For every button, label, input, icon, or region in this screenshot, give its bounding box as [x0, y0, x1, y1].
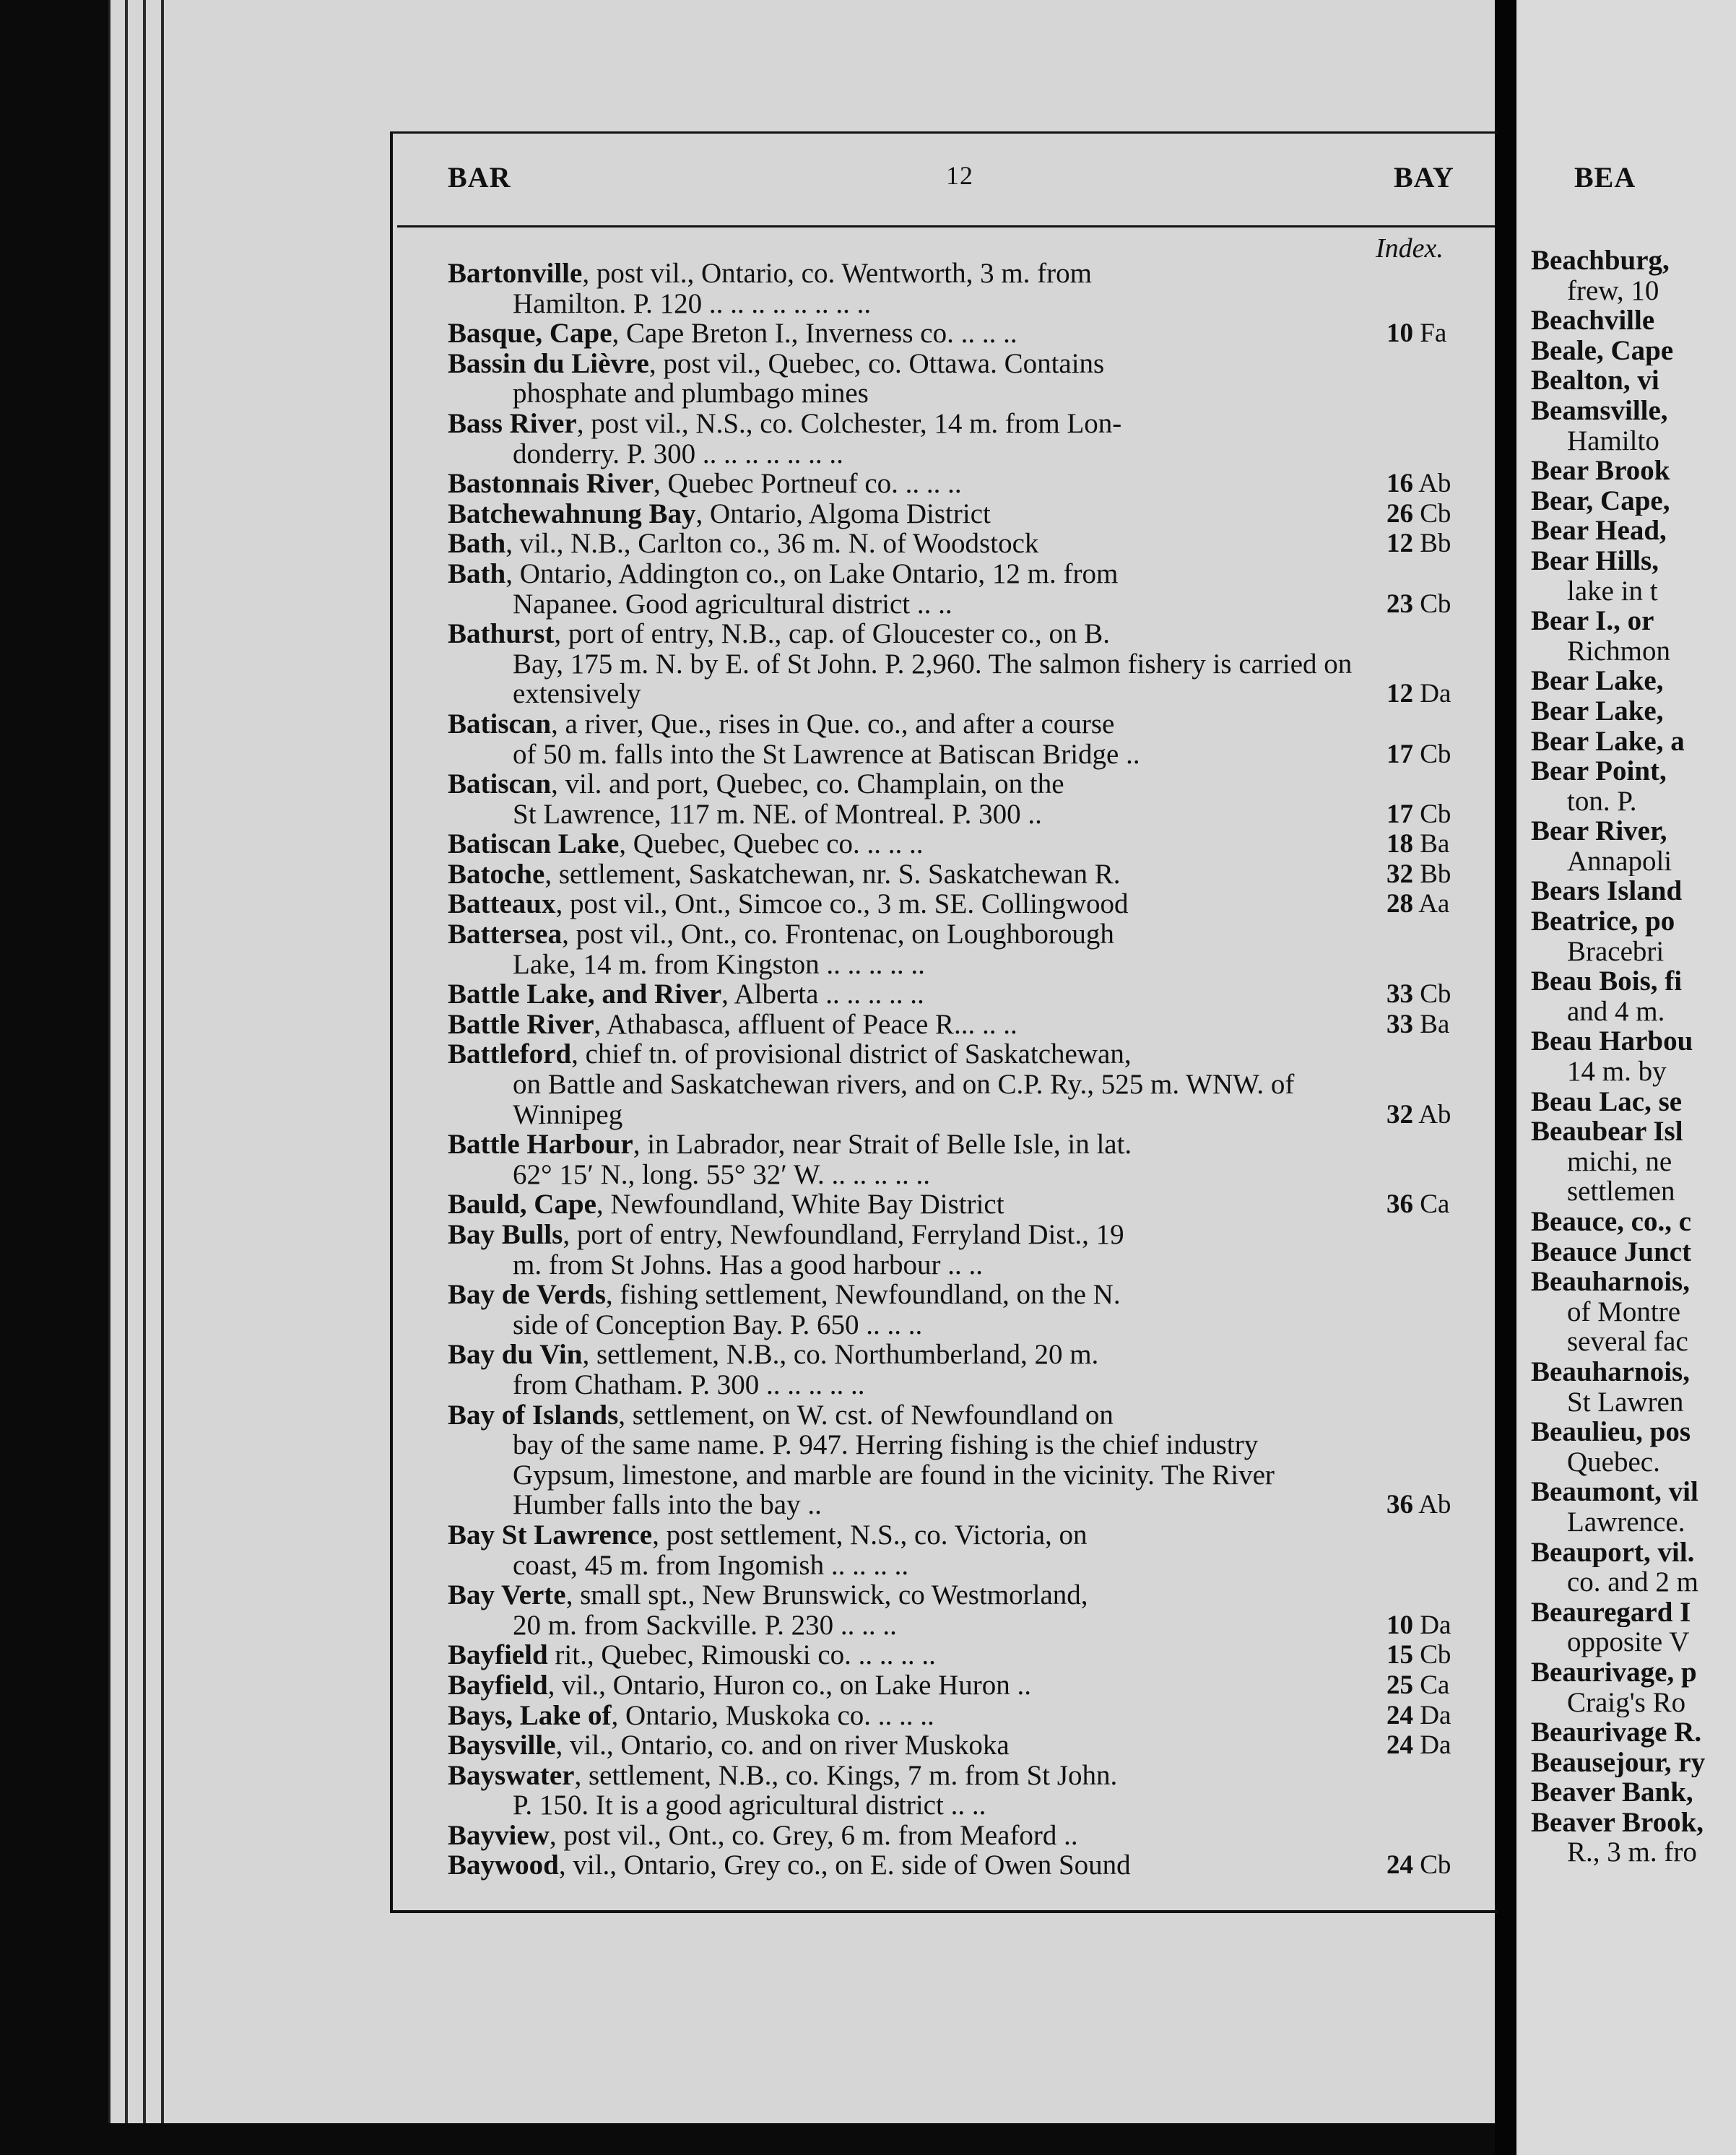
index-reference: [1386, 679, 1473, 709]
entry-description: , Newfoundland, White Bay District: [596, 1189, 1004, 1220]
right-page-line: Craig's Ro: [1567, 1687, 1686, 1718]
grid-square: Cb: [1413, 739, 1451, 769]
index-reference: [1386, 1850, 1473, 1881]
right-page-line: Richmon: [1567, 636, 1670, 667]
index-reference: [1386, 1730, 1473, 1761]
map-number: 24: [1386, 1730, 1413, 1761]
entry-headword: Battle Harbour: [448, 1129, 633, 1161]
right-page-line: Beau Harbou: [1531, 1026, 1693, 1057]
grid-square: Cb: [1413, 799, 1451, 829]
right-page-line: michi, ne: [1567, 1146, 1672, 1177]
index-reference: [1386, 469, 1473, 499]
grid-square: Fa: [1413, 318, 1447, 349]
entry-description: , post vil., Ont., co. Frontenac, on Loughborough: [562, 919, 1114, 950]
map-number: 15: [1386, 1640, 1413, 1670]
map-number: 36: [1386, 1189, 1413, 1220]
map-number: 12: [1386, 679, 1413, 709]
entry-continuation: phosphate and plumbago mines: [513, 378, 869, 409]
right-page-line: Bear River,: [1531, 816, 1667, 846]
map-number: 33: [1386, 1009, 1413, 1039]
page-edge-line: [125, 0, 128, 2123]
right-page-line: 14 m. by: [1567, 1057, 1667, 1087]
grid-square: Da: [1413, 1700, 1451, 1730]
entry-description: , Cape Breton I., Inverness co. .. .. ..: [612, 318, 1017, 350]
right-page-line: Beaumont, vil: [1531, 1477, 1698, 1507]
entry-description: , post settlement, N.S., co. Victoria, on: [652, 1519, 1088, 1551]
entry-description: , settlement, N.B., co. Kings, 7 m. from St John.: [574, 1759, 1118, 1791]
entry-headword: Bay Verte: [448, 1579, 566, 1611]
right-page-line: Bear I., or: [1531, 606, 1654, 636]
right-page-line: Beauce, co., c: [1531, 1207, 1692, 1237]
index-reference: [1386, 1010, 1473, 1040]
entry-description: , Quebec, Quebec co. .. .. ..: [619, 828, 924, 860]
entry-headword: Batiscan: [448, 708, 552, 740]
entry-description: , settlement, on W. cst. of Newfoundland on: [618, 1399, 1114, 1431]
entry-description: , post vil., Ont., Simcoe co., 3 m. SE. Collingwood: [555, 888, 1129, 920]
right-page-line: Beaver Brook,: [1531, 1807, 1704, 1838]
entry-headword: Bay du Vin: [448, 1339, 583, 1371]
gazetteer-entry: [448, 1340, 1473, 1400]
entry-headword: Batiscan Lake: [448, 828, 620, 860]
gazetteer-entry: [448, 709, 1473, 769]
entry-headword: Bayfield: [448, 1669, 548, 1701]
gazetteer-entry: [448, 469, 1473, 499]
entry-description: , small spt., New Brunswick, co Westmorland,: [565, 1579, 1088, 1611]
right-page-line: Beachburg,: [1531, 246, 1670, 276]
map-number: 17: [1386, 739, 1413, 769]
entry-continuation: m. from St Johns. Has a good harbour .. ..: [513, 1249, 984, 1280]
gazetteer-entry: [448, 619, 1473, 709]
map-number: 25: [1386, 1670, 1413, 1700]
entry-continuation: of 50 m. falls into the St Lawrence at Batiscan Bridge ..: [513, 738, 1140, 770]
right-page-line: Beale, Cape: [1531, 335, 1674, 366]
gazetteer-entry: [448, 1189, 1473, 1220]
map-number: 18: [1386, 829, 1413, 859]
entry-headword: Battersea: [448, 919, 563, 950]
grid-square: Da: [1413, 1610, 1451, 1640]
entry-headword: Bay de Verds: [448, 1279, 606, 1311]
right-page-line: Bear Brook: [1531, 456, 1670, 486]
gazetteer-entry: [448, 409, 1473, 469]
entry-headword: Bayswater: [448, 1759, 575, 1791]
right-page-line: Bears Island: [1531, 876, 1683, 907]
map-number: 10: [1386, 1610, 1413, 1640]
gazetteer-entry: [448, 1670, 1473, 1701]
index-reference: [1386, 1610, 1473, 1641]
right-page-line: Bear Hills,: [1531, 545, 1659, 576]
index-reference: [1386, 499, 1473, 529]
right-page-line: St Lawren: [1567, 1387, 1684, 1418]
entry-continuation: Hamilton. P. 120 .. .. .. .. .. .. .. ..: [513, 287, 872, 319]
right-page-entries: [1531, 246, 1736, 1868]
index-reference: [1386, 799, 1473, 830]
entry-description: , vil., Ontario, co. and on river Muskoka: [555, 1730, 1010, 1761]
entry-headword: Batchewahnung Bay: [448, 498, 696, 529]
header-rule: [397, 225, 1495, 227]
right-page-line: Hamilto: [1567, 425, 1659, 456]
entry-continuation: 20 m. from Sackville. P. 230 .. .. ..: [513, 1609, 897, 1641]
entry-headword: Baywood: [448, 1850, 559, 1881]
entry-continuation: side of Conception Bay. P. 650 .. .. ..: [513, 1309, 923, 1340]
right-page-line: Beau Bois, fi: [1531, 966, 1683, 997]
right-page-line: Beausejour, ry: [1531, 1747, 1706, 1778]
entry-description: , port of entry, N.B., cap. of Gloucester co., on B.: [554, 618, 1111, 650]
grid-square: Cb: [1413, 498, 1451, 529]
right-page-line: Bear, Cape,: [1531, 485, 1670, 516]
map-number: 12: [1386, 529, 1413, 559]
right-page-line: several fac: [1567, 1327, 1688, 1357]
right-page-line: Beau Lac, se: [1531, 1086, 1683, 1117]
entry-description: , Ontario, Algoma District: [695, 498, 991, 529]
entry-headword: Bastonnais River: [448, 468, 654, 500]
index-reference: [1386, 889, 1473, 919]
entry-description: , post vil., Quebec, co. Ottawa. Contains: [648, 347, 1105, 379]
entry-headword: Bassin du Lièvre: [448, 347, 649, 379]
page-edge-line: [161, 0, 164, 2123]
right-page-line: Beaulieu, pos: [1531, 1417, 1691, 1447]
entry-description: , settlement, Saskatchewan, nr. S. Saskatchewan R.: [544, 858, 1121, 890]
grid-square: Cb: [1413, 1850, 1451, 1881]
map-number: 16: [1386, 469, 1413, 499]
entry-headword: Battleford: [448, 1039, 572, 1070]
right-page-line: R., 3 m. fro: [1567, 1837, 1697, 1868]
right-page-line: Annapoli: [1567, 846, 1672, 877]
grid-square: Da: [1413, 1730, 1451, 1761]
gazetteer-entry: [448, 889, 1473, 919]
right-page-line: Beauce Junct: [1531, 1236, 1692, 1267]
right-page-line: Bear Lake,: [1531, 666, 1664, 696]
entry-continuation: bay of the same name. P. 947. Herring fishing is the chief industry Gypsum, limestone, and marble are found in the vicinity. The River Humber falls into the bay ..: [513, 1429, 1275, 1521]
entry-headword: Battle River: [448, 1008, 594, 1040]
right-page-line: Lawrence.: [1567, 1506, 1685, 1538]
right-page-line: Beauharnois,: [1531, 1356, 1690, 1387]
gazetteer-entry: [448, 349, 1473, 409]
entry-description: , a river, Que., rises in Que. co., and after a course: [551, 708, 1115, 740]
grid-square: Cb: [1413, 979, 1451, 1010]
gazetteer-entry: [448, 859, 1473, 890]
grid-square: Cb: [1413, 589, 1451, 619]
map-number: 24: [1386, 1850, 1413, 1881]
entry-description: , vil. and port, Quebec, co. Champlain, on the: [551, 768, 1064, 800]
right-page-line: Beaver Bank,: [1531, 1777, 1693, 1808]
right-page-line: Bear Point,: [1531, 756, 1667, 786]
entry-continuation: coast, 45 m. from Ingomish .. .. .. ..: [513, 1549, 909, 1581]
entry-description: , vil., Ontario, Grey co., on E. side of Owen Sound: [558, 1850, 1131, 1881]
index-column-label: Index.: [1376, 233, 1444, 264]
map-number: 36: [1386, 1490, 1413, 1520]
entry-description: , settlement, N.B., co. Northumberland, 20 m.: [582, 1339, 1099, 1371]
gazetteer-entry: [448, 979, 1473, 1010]
entry-headword: Batoche: [448, 858, 545, 890]
entry-headword: Battle Lake, and River: [448, 979, 722, 1010]
right-page-line: Bear Head,: [1531, 516, 1667, 546]
next-page-guide: BEA: [1574, 161, 1636, 194]
gazetteer-entry: [448, 1400, 1473, 1520]
right-page-line: Beaurivage R.: [1531, 1717, 1702, 1748]
entry-continuation: donderry. P. 300 .. .. .. .. .. .. ..: [513, 438, 843, 469]
entry-description: , Athabasca, affluent of Peace R... .. ..: [594, 1008, 1017, 1040]
index-reference: [1386, 1701, 1473, 1731]
gazetteer-entry: [448, 1730, 1473, 1761]
entry-headword: Baysville: [448, 1730, 556, 1761]
index-reference: [1386, 1490, 1473, 1520]
gazetteer-entry: [448, 769, 1473, 829]
gazetteer-entry: [448, 499, 1473, 529]
right-page-line: Beatrice, po: [1531, 906, 1675, 937]
gazetteer-entry: [448, 259, 1473, 318]
map-number: 32: [1386, 859, 1413, 889]
entry-description: , port of entry, Newfoundland, Ferryland Dist., 19: [563, 1219, 1124, 1250]
entry-description: , Alberta .. .. .. .. ..: [721, 979, 924, 1010]
right-page-line: lake in t: [1567, 576, 1658, 607]
right-page-line: Bear Lake, a: [1531, 726, 1685, 757]
gazetteer-entry: [448, 1520, 1473, 1580]
index-reference: [1386, 529, 1473, 559]
entry-description: , vil., Ontario, Huron co., on Lake Huron ..: [547, 1669, 1032, 1701]
header-left-guide: BAR: [448, 161, 511, 194]
entry-description: , Ontario, Addington co., on Lake Ontario, 12 m. from: [505, 558, 1119, 589]
right-page-line: frew, 10: [1567, 275, 1659, 306]
right-page-line: Beauport, vil.: [1531, 1537, 1695, 1568]
right-page-line: Beauharnois,: [1531, 1267, 1690, 1297]
entry-description: , post vil., N.S., co. Colchester, 14 m. from Lon-: [576, 407, 1122, 439]
entry-continuation: Lake, 14 m. from Kingston .. .. .. .. ..: [513, 948, 925, 980]
gazetteer-entry: [448, 1280, 1473, 1340]
grid-square: Ab: [1413, 1490, 1451, 1520]
entry-description: , in Labrador, near Strait of Belle Isle, in lat.: [633, 1129, 1132, 1161]
right-page-line: opposite V: [1567, 1627, 1690, 1657]
grid-square: Ba: [1413, 1009, 1450, 1039]
index-reference: [1386, 1640, 1473, 1670]
right-page-line: co. and 2 m: [1567, 1567, 1698, 1597]
entry-description: , vil., N.B., Carlton co., 36 m. N. of Woodstock: [505, 528, 1039, 560]
right-page-line: Bracebri: [1567, 936, 1665, 967]
entry-headword: Bay of Islands: [448, 1399, 619, 1431]
entry-description: , Quebec Portneuf co. .. .. ..: [653, 468, 962, 500]
grid-square: Ca: [1413, 1670, 1450, 1700]
index-reference: [1386, 318, 1473, 349]
entry-headword: Batiscan: [448, 768, 552, 800]
index-reference: [1386, 589, 1473, 620]
grid-square: Ba: [1413, 829, 1450, 859]
entry-headword: Bass River: [448, 407, 577, 439]
right-page-line: Bealton, vi: [1531, 365, 1659, 396]
entry-description: rit., Quebec, Rimouski co. .. .. .. ..: [547, 1639, 936, 1671]
gazetteer-entry: [448, 1761, 1473, 1821]
entry-headword: Bauld, Cape: [448, 1189, 596, 1220]
map-number: 33: [1386, 979, 1413, 1010]
right-page-line: Bear Lake,: [1531, 695, 1664, 727]
map-number: 10: [1386, 318, 1413, 349]
grid-square: Da: [1413, 679, 1451, 709]
right-page-line: of Montre: [1567, 1296, 1681, 1327]
gazetteer-entry: [448, 529, 1473, 559]
grid-square: Ab: [1413, 1099, 1451, 1129]
gazetteer-entry: [448, 1580, 1473, 1640]
grid-square: Bb: [1413, 529, 1451, 559]
entry-continuation: from Chatham. P. 300 .. .. .. .. ..: [513, 1369, 865, 1400]
map-number: 32: [1386, 1099, 1413, 1129]
map-number: 26: [1386, 498, 1413, 529]
entry-description: , chief tn. of provisional district of Saskatchewan,: [571, 1039, 1132, 1070]
entry-headword: Bartonville: [448, 258, 583, 289]
gazetteer-entry: [448, 1701, 1473, 1731]
right-page-line: ton. P.: [1567, 786, 1637, 817]
gazetteer-entry: [448, 1850, 1473, 1881]
index-reference: [1386, 859, 1473, 890]
map-number: 28: [1386, 889, 1413, 919]
right-page-line: and 4 m.: [1567, 996, 1665, 1027]
gazetteer-entry: [448, 919, 1473, 979]
map-number: 17: [1386, 799, 1413, 829]
entry-description: , post vil., Ontario, co. Wentworth, 3 m. from: [582, 258, 1092, 289]
header-right-guide: BAY: [1394, 161, 1454, 194]
right-page-line: Beachville: [1531, 305, 1655, 336]
gazetteer-entry: [448, 1640, 1473, 1670]
entry-description: , fishing settlement, Newfoundland, on the N.: [605, 1279, 1121, 1311]
grid-square: Bb: [1413, 859, 1451, 889]
entry-description: , post vil., Ont., co. Grey, 6 m. from Meaford ..: [549, 1819, 1078, 1851]
entry-headword: Bath: [448, 528, 506, 560]
entry-continuation: Bay, 175 m. N. by E. of St John. P. 2,960. The salmon fishery is carried on extensively: [513, 648, 1353, 710]
entry-headword: Bayview: [448, 1819, 550, 1851]
gazetteer-entry: [448, 1010, 1473, 1040]
gazetteer-entry: [448, 1821, 1473, 1851]
entry-headword: Bay St Lawrence: [448, 1519, 653, 1551]
page-edge-line: [143, 0, 146, 2123]
entry-headword: Bath: [448, 558, 506, 589]
entry-description: , Ontario, Muskoka co. .. .. ..: [611, 1699, 934, 1731]
right-page-line: Beaurivage, p: [1531, 1657, 1697, 1688]
grid-square: Aa: [1413, 889, 1450, 919]
right-page-line: settlemen: [1567, 1176, 1675, 1207]
grid-square: Ab: [1413, 469, 1451, 499]
gazetteer-entry: [448, 1220, 1473, 1280]
entry-continuation: 62° 15′ N., long. 55° 32′ W. .. .. .. .. ..: [513, 1158, 931, 1190]
entry-headword: Bay Bulls: [448, 1219, 563, 1250]
index-reference: [1386, 1100, 1473, 1130]
entry-continuation: St Lawrence, 117 m. NE. of Montreal. P. 300 ..: [513, 798, 1042, 830]
map-number: 23: [1386, 589, 1413, 619]
gazetteer-entry: [448, 1129, 1473, 1189]
index-reference: [1386, 740, 1473, 770]
right-page-line: Quebec.: [1567, 1447, 1660, 1478]
index-reference: [1386, 1189, 1473, 1220]
right-page-line: Beauregard I: [1531, 1597, 1691, 1628]
grid-square: Ca: [1413, 1189, 1450, 1220]
right-page-line: Beaubear Isl: [1531, 1116, 1683, 1147]
gazetteer-entry: [448, 559, 1473, 619]
gazetteer-entries: [448, 259, 1473, 1881]
entry-headword: Bayfield: [448, 1639, 548, 1671]
index-reference: [1386, 1670, 1473, 1701]
entry-continuation: on Battle and Saskatchewan rivers, and on C.P. Ry., 525 m. WNW. of Winnipeg: [513, 1069, 1295, 1130]
right-page-line: Beamsville,: [1531, 395, 1668, 426]
index-reference: [1386, 829, 1473, 859]
gazetteer-entry: [448, 829, 1473, 859]
entry-continuation: P. 150. It is a good agricultural district .. ..: [513, 1790, 986, 1821]
gazetteer-entry: [448, 1039, 1473, 1129]
entry-headword: Basque, Cape: [448, 318, 612, 350]
index-reference: [1386, 979, 1473, 1010]
map-number: 24: [1386, 1700, 1413, 1730]
entry-headword: Batteaux: [448, 888, 556, 920]
grid-square: Cb: [1413, 1640, 1451, 1670]
entry-headword: Bathurst: [448, 618, 555, 650]
page-number: 12: [946, 161, 973, 190]
entry-headword: Bays, Lake of: [448, 1699, 612, 1731]
gazetteer-entry: [448, 318, 1473, 349]
entry-continuation: Napanee. Good agricultural district .. ..: [513, 588, 952, 620]
